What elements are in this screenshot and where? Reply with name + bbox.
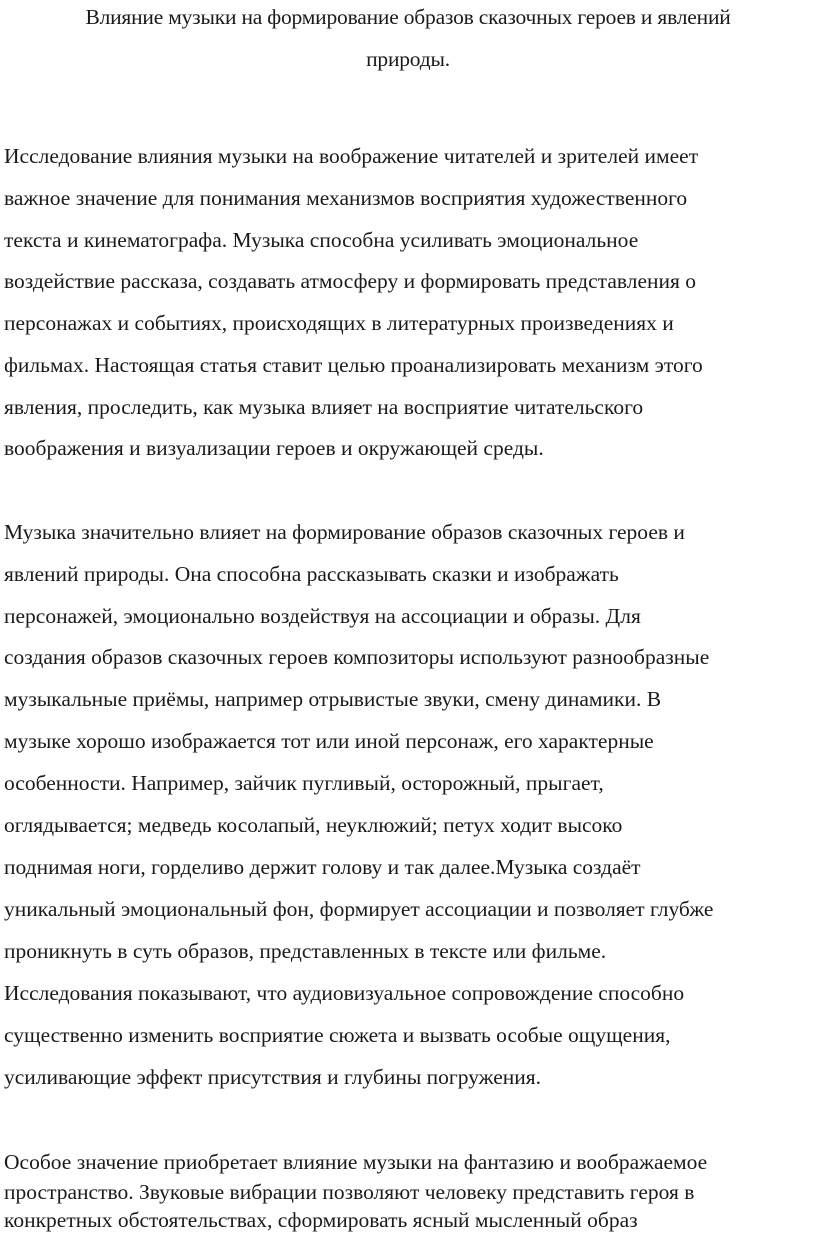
paragraph-line: пространство. Звуковые вибрации позволяют человеку представить героя в	[4, 1180, 695, 1204]
paragraph-line: фильмах. Настоящая статья ставит целью проанализировать механизм этого	[4, 353, 703, 377]
paragraph-line: особенности. Например, зайчик пугливый, осторожный, прыгает,	[4, 771, 604, 795]
paragraph-line: оглядывается; медведь косолапый, неуклюжий; петух ходит высоко	[4, 813, 623, 837]
paragraph-line: персонажах и событиях, происходящих в литературных произведениях и	[4, 311, 674, 335]
paragraph-line: уникальный эмоциональный фон, формирует ассоциации и позволяет глубже	[4, 897, 714, 921]
paragraph-line: важное значение для понимания механизмов восприятия художественного	[4, 186, 688, 210]
paragraph-line: конкретных обстоятельствах, сформировать ясный мысленный образ	[4, 1208, 638, 1232]
paragraph-line: музыкальные приёмы, например отрывистые звуки, смену динамики. В	[4, 687, 662, 711]
paragraph-line: воздействие рассказа, создавать атмосферу и формировать представления о	[4, 269, 697, 293]
title-line-1: Влияние музыки на формирование образов сказочных героев и явлений	[85, 5, 731, 29]
paragraph-line: Музыка значительно влияет на формирование образов сказочных героев и	[4, 520, 685, 544]
paragraph-line: существенно изменить восприятие сюжета и вызвать особые ощущения,	[4, 1023, 671, 1047]
paragraph-line: музыке хорошо изображается тот или иной персонаж, его характерные	[4, 729, 654, 753]
paragraph-line: Исследования показывают, что аудиовизуальное сопровождение способно	[4, 981, 685, 1005]
paragraph-line: проникнуть в суть образов, представленных в тексте или фильме.	[4, 939, 607, 963]
paragraph-line: воображения и визуализации героев и окружающей среды.	[4, 436, 544, 460]
paragraph-line: Исследование влияния музыки на воображение читателей и зрителей имеет	[4, 144, 699, 168]
title-line-2: природы.	[366, 47, 450, 71]
paragraph-line: персонажей, эмоционально воздействуя на ассоциации и образы. Для	[4, 604, 641, 628]
paragraph-line: создания образов сказочных героев композиторы используют разнообразные	[4, 645, 710, 669]
paragraph-line: усиливающие эффект присутствия и глубины погружения.	[4, 1065, 542, 1089]
paragraph-line: Особое значение приобретает влияние музыки на фантазию и воображаемое	[4, 1150, 708, 1174]
paragraph-line: явлений природы. Она способна рассказывать сказки и изображать	[4, 562, 619, 586]
paragraph-line: текста и кинематографа. Музыка способна усиливать эмоциональное	[4, 228, 639, 252]
paragraph-line: поднимая ноги, горделиво держит голову и так далее.Музыка создаёт	[4, 855, 641, 879]
paragraph-line: явления, проследить, как музыка влияет на восприятие читательского	[4, 395, 644, 419]
